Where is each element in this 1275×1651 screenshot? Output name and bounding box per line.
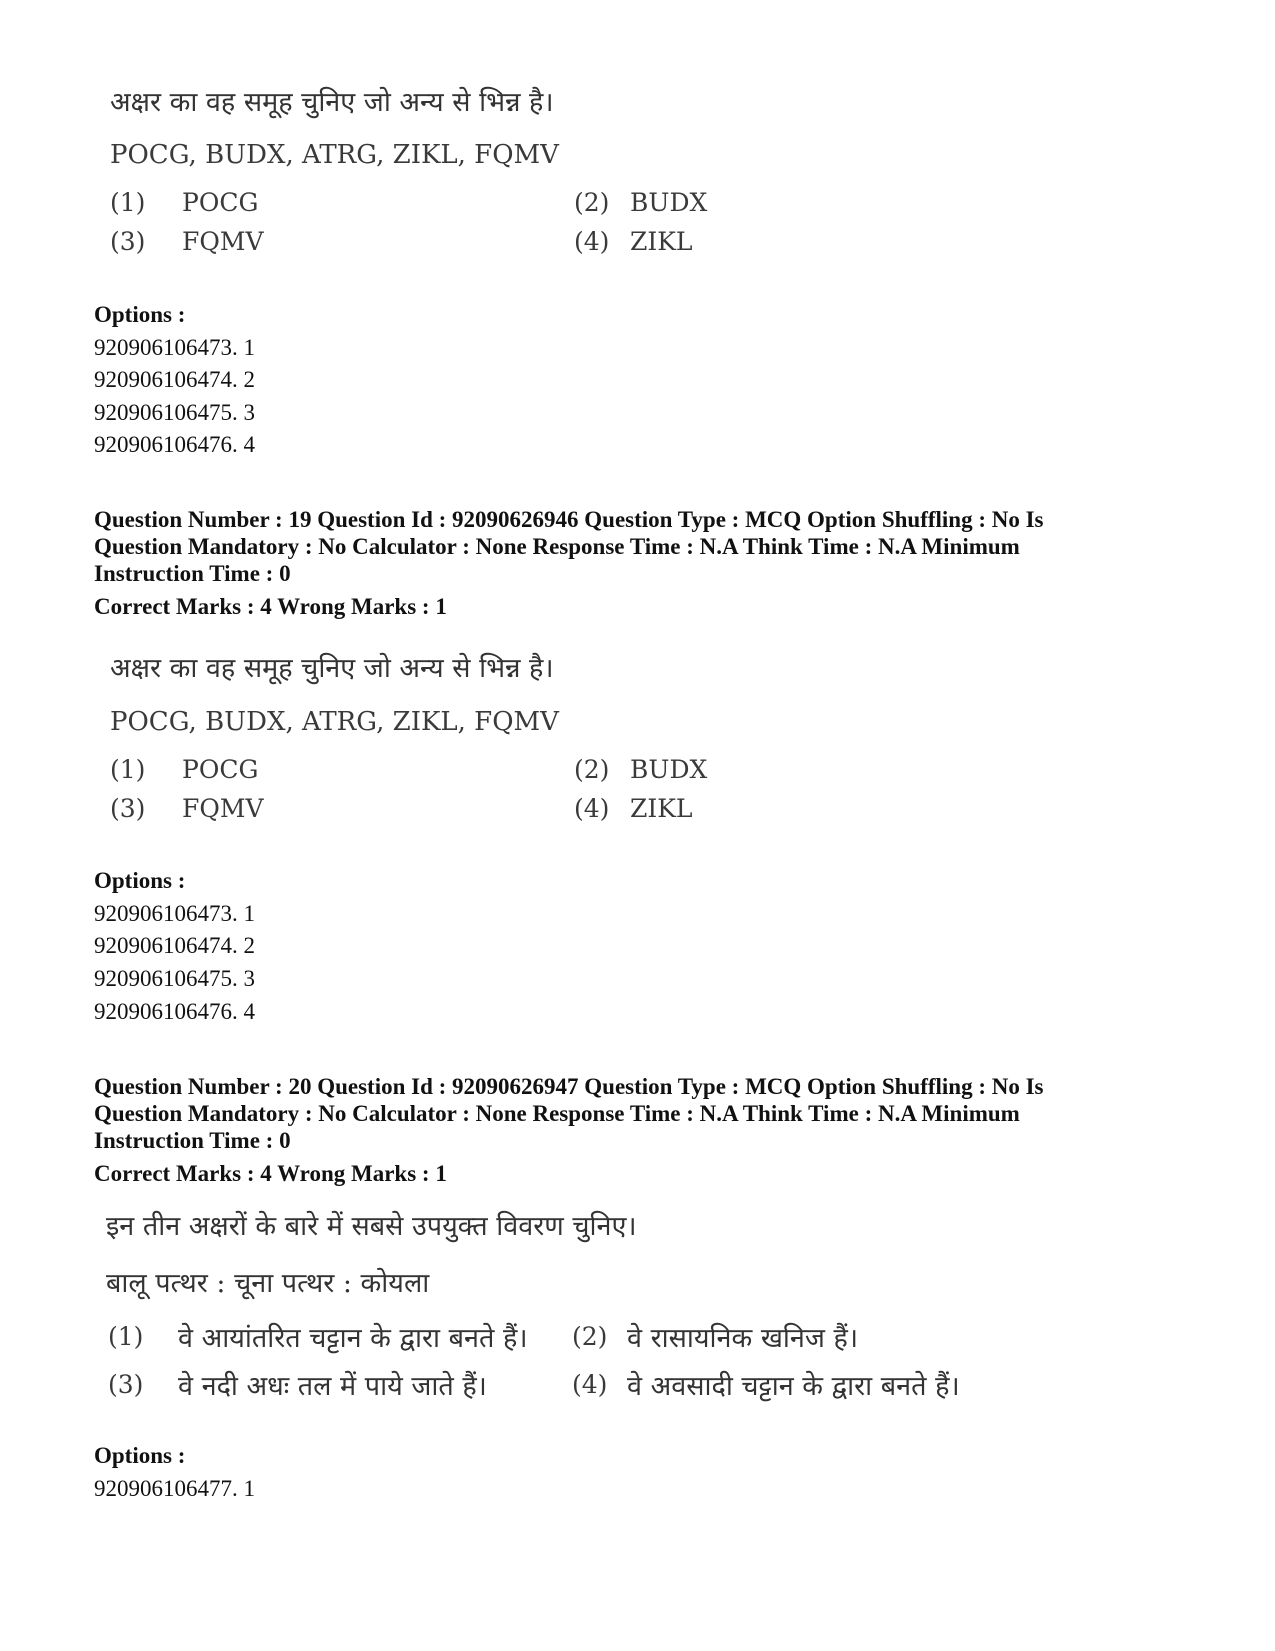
option-item: 920906106473. 1 (94, 901, 255, 926)
choice-number: (3) (110, 794, 146, 823)
option-item: 920906106475. 3 (94, 400, 255, 425)
choice-text: FQMV (182, 794, 264, 823)
options-label: Options : (94, 1443, 186, 1468)
choice-text: वे अवसादी चट्टान के द्वारा बनते हैं। (627, 1371, 960, 1402)
choice-number: (2) (574, 755, 610, 784)
choice-number: (4) (574, 794, 610, 823)
letter-series: POCG, BUDX, ATRG, ZIKL, FQMV (110, 707, 559, 737)
question-marks: Correct Marks : 4 Wrong Marks : 1 (94, 594, 447, 619)
choice-text: वे नदी अधः तल में पाये जाते हैं। (178, 1371, 487, 1402)
option-item: 920906106476. 4 (94, 999, 255, 1024)
choice-number: (4) (572, 1370, 608, 1399)
question-marks: Correct Marks : 4 Wrong Marks : 1 (94, 1161, 447, 1186)
choice-text: POCG (182, 755, 259, 784)
choice-number: (1) (108, 1322, 144, 1351)
choice-text: POCG (182, 188, 259, 217)
question-meta-line: Instruction Time : 0 (94, 1128, 291, 1153)
choice-text: वे आयांतरित चट्टान के द्वारा बनते हैं। (178, 1323, 528, 1354)
choice-text: BUDX (630, 188, 708, 217)
options-label: Options : (94, 302, 186, 327)
choice-text: वे रासायनिक खनिज हैं। (627, 1323, 859, 1354)
choice-number: (3) (110, 227, 146, 256)
question-prompt: अक्षर का वह समूह चुनिए जो अन्य से भिन्न है। (110, 653, 554, 684)
question-meta-line: Instruction Time : 0 (94, 561, 291, 586)
question-meta-line: Question Mandatory : No Calculator : None Response Time : N.A Think Time : N.A Minimum (94, 534, 1020, 559)
option-item: 920906106474. 2 (94, 367, 255, 392)
choice-text: ZIKL (630, 794, 693, 823)
choice-number: (2) (574, 188, 610, 217)
choice-number: (3) (108, 1370, 144, 1399)
choice-number: (4) (574, 227, 610, 256)
choice-number: (1) (110, 188, 146, 217)
question-meta-line: Question Mandatory : No Calculator : None Response Time : N.A Think Time : N.A Minimum (94, 1101, 1020, 1126)
choice-number: (1) (110, 755, 146, 784)
option-item: 920906106477. 1 (94, 1476, 255, 1501)
question-prompt: अक्षर का वह समूह चुनिए जो अन्य से भिन्न है। (110, 87, 554, 118)
choice-text: BUDX (630, 755, 708, 784)
question-meta-line: Question Number : 20 Question Id : 92090626947 Question Type : MCQ Option Shuffling : No Is (94, 1074, 1044, 1099)
letter-series: बालू पत्थर : चूना पत्थर : कोयला (106, 1268, 430, 1299)
question-prompt: इन तीन अक्षरों के बारे में सबसे उपयुक्त विवरण चुनिए। (106, 1211, 637, 1242)
options-label: Options : (94, 868, 186, 893)
letter-series: POCG, BUDX, ATRG, ZIKL, FQMV (110, 140, 559, 170)
option-item: 920906106475. 3 (94, 966, 255, 991)
choice-text: ZIKL (630, 227, 693, 256)
question-meta-line: Question Number : 19 Question Id : 92090626946 Question Type : MCQ Option Shuffling : No Is (94, 507, 1044, 532)
choice-text: FQMV (182, 227, 264, 256)
option-item: 920906106473. 1 (94, 335, 255, 360)
option-item: 920906106474. 2 (94, 933, 255, 958)
choice-number: (2) (572, 1322, 608, 1351)
option-item: 920906106476. 4 (94, 432, 255, 457)
